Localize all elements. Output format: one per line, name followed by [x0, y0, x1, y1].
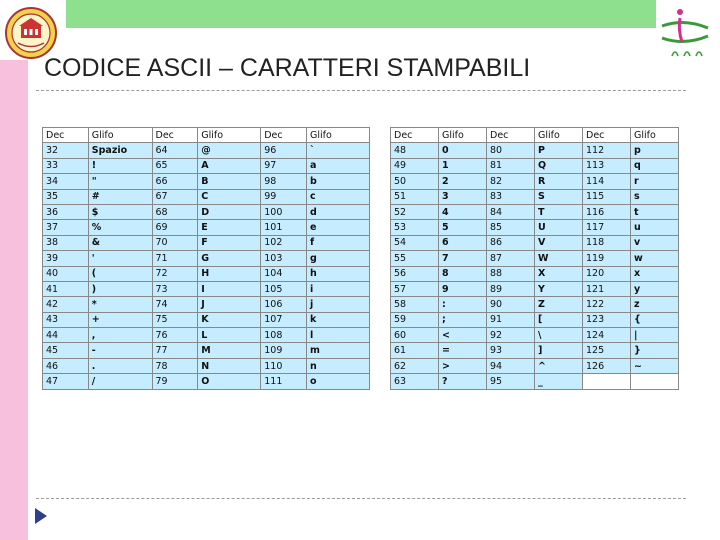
decimal-cell: 78 [152, 358, 198, 373]
decimal-cell: 114 [583, 174, 631, 189]
decimal-cell: 58 [391, 297, 439, 312]
footer-divider [36, 498, 686, 499]
glyph-cell: r [631, 174, 679, 189]
table-row [391, 358, 679, 373]
glyph-cell: ? [439, 374, 487, 389]
glyph-cell: O [198, 374, 261, 389]
table-row [43, 343, 370, 358]
glyph-cell: R [535, 174, 583, 189]
decimal-cell: 44 [43, 328, 89, 343]
decimal-cell [583, 374, 631, 389]
decimal-cell: 115 [583, 189, 631, 204]
glyph-cell: 6 [439, 235, 487, 250]
glyph-cell: B [198, 174, 261, 189]
table-row [43, 174, 370, 189]
glyph-cell: k [307, 312, 370, 327]
table-row [43, 220, 370, 235]
glyph-cell: M [198, 343, 261, 358]
glyph-cell: < [439, 328, 487, 343]
triangle-bullet-icon [34, 507, 48, 525]
decimal-cell: 85 [487, 220, 535, 235]
decimal-cell: 117 [583, 220, 631, 235]
glyph-cell: 9 [439, 281, 487, 296]
table-row [391, 220, 679, 235]
decimal-cell: 98 [261, 174, 307, 189]
decimal-cell: 88 [487, 266, 535, 281]
glyph-cell: | [631, 328, 679, 343]
glyph-cell: u [631, 220, 679, 235]
column-header: Glifo [88, 128, 152, 143]
table-row [391, 189, 679, 204]
table-row [391, 143, 679, 158]
decimal-cell: 42 [43, 297, 89, 312]
decimal-cell: 50 [391, 174, 439, 189]
table-row [43, 204, 370, 219]
glyph-cell: ' [88, 251, 152, 266]
glyph-cell: ] [535, 343, 583, 358]
table-row [391, 374, 679, 389]
glyph-cell: c [307, 189, 370, 204]
glyph-cell: { [631, 312, 679, 327]
decimal-cell: 64 [152, 143, 198, 158]
decimal-cell: 32 [43, 143, 89, 158]
glyph-cell: Spazio [88, 143, 152, 158]
glyph-cell: o [307, 374, 370, 389]
decimal-cell: 106 [261, 297, 307, 312]
glyph-cell: 4 [439, 204, 487, 219]
decimal-cell: 56 [391, 266, 439, 281]
column-header: Dec [261, 128, 307, 143]
decimal-cell: 37 [43, 220, 89, 235]
glyph-cell: 8 [439, 266, 487, 281]
glyph-cell: W [535, 251, 583, 266]
decimal-cell: 39 [43, 251, 89, 266]
glyph-cell: e [307, 220, 370, 235]
glyph-cell: / [88, 374, 152, 389]
glyph-cell: : [439, 297, 487, 312]
glyph-cell: x [631, 266, 679, 281]
decimal-cell: 99 [261, 189, 307, 204]
glyph-cell: G [198, 251, 261, 266]
decimal-cell: 97 [261, 158, 307, 173]
glyph-cell: j [307, 297, 370, 312]
ascii-table-right [390, 127, 679, 390]
table-header-row [43, 128, 370, 143]
glyph-cell: . [88, 358, 152, 373]
glyph-cell: 2 [439, 174, 487, 189]
column-header: Glifo [439, 128, 487, 143]
decimal-cell: 33 [43, 158, 89, 173]
table-row [43, 266, 370, 281]
decimal-cell: 73 [152, 281, 198, 296]
column-header: Glifo [198, 128, 261, 143]
table-row [43, 143, 370, 158]
glyph-cell: b [307, 174, 370, 189]
decimal-cell: 122 [583, 297, 631, 312]
decimal-cell: 46 [43, 358, 89, 373]
glyph-cell: v [631, 235, 679, 250]
glyph-cell: I [198, 281, 261, 296]
table-row [391, 235, 679, 250]
header-accent-bar [66, 0, 656, 28]
decimal-cell: 43 [43, 312, 89, 327]
glyph-cell: P [535, 143, 583, 158]
glyph-cell: p [631, 143, 679, 158]
decimal-cell: 63 [391, 374, 439, 389]
glyph-cell: K [198, 312, 261, 327]
decimal-cell: 70 [152, 235, 198, 250]
glyph-cell: + [88, 312, 152, 327]
glyph-cell: @ [198, 143, 261, 158]
decimal-cell: 77 [152, 343, 198, 358]
decimal-cell: 80 [487, 143, 535, 158]
column-header: Glifo [535, 128, 583, 143]
table-row [43, 297, 370, 312]
glyph-cell: 7 [439, 251, 487, 266]
glyph-cell: , [88, 328, 152, 343]
table-row [391, 312, 679, 327]
glyph-cell: n [307, 358, 370, 373]
decimal-cell: 95 [487, 374, 535, 389]
glyph-cell: % [88, 220, 152, 235]
decimal-cell: 48 [391, 143, 439, 158]
glyph-cell: & [88, 235, 152, 250]
column-header: Glifo [631, 128, 679, 143]
glyph-cell: m [307, 343, 370, 358]
decimal-cell: 112 [583, 143, 631, 158]
glyph-cell: ^ [535, 358, 583, 373]
glyph-cell: C [198, 189, 261, 204]
glyph-cell: ; [439, 312, 487, 327]
glyph-cell: " [88, 174, 152, 189]
decimal-cell: 120 [583, 266, 631, 281]
decimal-cell: 67 [152, 189, 198, 204]
glyph-cell: E [198, 220, 261, 235]
decimal-cell: 90 [487, 297, 535, 312]
decimal-cell: 59 [391, 312, 439, 327]
decimal-cell: 89 [487, 281, 535, 296]
decimal-cell: 49 [391, 158, 439, 173]
glyph-cell: y [631, 281, 679, 296]
decimal-cell: 113 [583, 158, 631, 173]
glyph-cell: ` [307, 143, 370, 158]
table-row [43, 312, 370, 327]
decimal-cell: 54 [391, 235, 439, 250]
table-row [43, 235, 370, 250]
decimal-cell: 96 [261, 143, 307, 158]
decimal-cell: 72 [152, 266, 198, 281]
glyph-cell: 1 [439, 158, 487, 173]
decimal-cell: 119 [583, 251, 631, 266]
glyph-cell: g [307, 251, 370, 266]
left-accent-band [0, 60, 28, 540]
decimal-cell: 65 [152, 158, 198, 173]
decimal-cell: 105 [261, 281, 307, 296]
glyph-cell: H [198, 266, 261, 281]
decimal-cell: 75 [152, 312, 198, 327]
title-divider [36, 90, 686, 91]
table-row [43, 158, 370, 173]
glyph-cell: t [631, 204, 679, 219]
glyph-cell: ) [88, 281, 152, 296]
decimal-cell: 81 [487, 158, 535, 173]
glyph-cell: U [535, 220, 583, 235]
glyph-cell: z [631, 297, 679, 312]
decimal-cell: 125 [583, 343, 631, 358]
glyph-cell: T [535, 204, 583, 219]
decimal-cell: 69 [152, 220, 198, 235]
table-row [391, 297, 679, 312]
decimal-cell: 79 [152, 374, 198, 389]
glyph-cell: V [535, 235, 583, 250]
page-title: CODICE ASCII – CARATTERI STAMPABILI [44, 54, 531, 82]
table-row [391, 343, 679, 358]
glyph-cell: [ [535, 312, 583, 327]
decimal-cell: 123 [583, 312, 631, 327]
decimal-cell: 83 [487, 189, 535, 204]
decimal-cell: 126 [583, 358, 631, 373]
glyph-cell: f [307, 235, 370, 250]
table-row [391, 251, 679, 266]
decimal-cell: 111 [261, 374, 307, 389]
decimal-cell: 45 [43, 343, 89, 358]
column-header: Dec [152, 128, 198, 143]
decimal-cell: 87 [487, 251, 535, 266]
decimal-cell: 94 [487, 358, 535, 373]
decimal-cell: 34 [43, 174, 89, 189]
column-header: Dec [487, 128, 535, 143]
table-row [391, 266, 679, 281]
decimal-cell: 47 [43, 374, 89, 389]
glyph-cell: Z [535, 297, 583, 312]
decimal-cell: 103 [261, 251, 307, 266]
column-header: Glifo [307, 128, 370, 143]
decimal-cell: 74 [152, 297, 198, 312]
glyph-cell: d [307, 204, 370, 219]
glyph-cell: \ [535, 328, 583, 343]
glyph-cell: } [631, 343, 679, 358]
column-header: Dec [43, 128, 89, 143]
glyph-cell: = [439, 343, 487, 358]
glyph-cell: l [307, 328, 370, 343]
glyph-cell: Q [535, 158, 583, 173]
glyph-cell: s [631, 189, 679, 204]
table-row [43, 374, 370, 389]
decimal-cell: 53 [391, 220, 439, 235]
decimal-cell: 116 [583, 204, 631, 219]
table-row [43, 189, 370, 204]
glyph-cell: h [307, 266, 370, 281]
decimal-cell: 108 [261, 328, 307, 343]
decimal-cell: 124 [583, 328, 631, 343]
glyph-cell: ~ [631, 358, 679, 373]
decimal-cell: 40 [43, 266, 89, 281]
decimal-cell: 110 [261, 358, 307, 373]
decimal-cell: 121 [583, 281, 631, 296]
decimal-cell: 91 [487, 312, 535, 327]
table-row [43, 251, 370, 266]
decimal-cell: 93 [487, 343, 535, 358]
university-seal-icon [4, 6, 58, 60]
decimal-cell: 68 [152, 204, 198, 219]
decimal-cell: 92 [487, 328, 535, 343]
glyph-cell: > [439, 358, 487, 373]
table-row [391, 281, 679, 296]
decimal-cell: 52 [391, 204, 439, 219]
glyph-cell: 0 [439, 143, 487, 158]
table-row [391, 328, 679, 343]
decimal-cell: 102 [261, 235, 307, 250]
glyph-cell: 3 [439, 189, 487, 204]
column-header: Dec [391, 128, 439, 143]
decimal-cell: 71 [152, 251, 198, 266]
decimal-cell: 76 [152, 328, 198, 343]
decimal-cell: 104 [261, 266, 307, 281]
decimal-cell: 118 [583, 235, 631, 250]
decimal-cell: 38 [43, 235, 89, 250]
glyph-cell: 5 [439, 220, 487, 235]
decimal-cell: 101 [261, 220, 307, 235]
decimal-cell: 35 [43, 189, 89, 204]
glyph-cell: $ [88, 204, 152, 219]
decimal-cell: 100 [261, 204, 307, 219]
decorative-logo-icon [654, 4, 716, 62]
table-row [43, 281, 370, 296]
table-row [43, 328, 370, 343]
glyph-cell: F [198, 235, 261, 250]
table-header-row [391, 128, 679, 143]
decimal-cell: 51 [391, 189, 439, 204]
glyph-cell: # [88, 189, 152, 204]
decimal-cell: 55 [391, 251, 439, 266]
decimal-cell: 61 [391, 343, 439, 358]
glyph-cell: _ [535, 374, 583, 389]
decimal-cell: 60 [391, 328, 439, 343]
decimal-cell: 41 [43, 281, 89, 296]
table-row [43, 358, 370, 373]
glyph-cell: ( [88, 266, 152, 281]
ascii-table-left [42, 127, 370, 390]
glyph-cell: - [88, 343, 152, 358]
glyph-cell: N [198, 358, 261, 373]
decimal-cell: 57 [391, 281, 439, 296]
glyph-cell: w [631, 251, 679, 266]
table-row [391, 204, 679, 219]
decimal-cell: 86 [487, 235, 535, 250]
decimal-cell: 36 [43, 204, 89, 219]
glyph-cell [631, 374, 679, 389]
glyph-cell: Y [535, 281, 583, 296]
glyph-cell: ! [88, 158, 152, 173]
glyph-cell: * [88, 297, 152, 312]
glyph-cell: D [198, 204, 261, 219]
glyph-cell: J [198, 297, 261, 312]
glyph-cell: L [198, 328, 261, 343]
glyph-cell: S [535, 189, 583, 204]
decimal-cell: 62 [391, 358, 439, 373]
glyph-cell: i [307, 281, 370, 296]
glyph-cell: A [198, 158, 261, 173]
decimal-cell: 84 [487, 204, 535, 219]
table-row [391, 174, 679, 189]
decimal-cell: 107 [261, 312, 307, 327]
decimal-cell: 109 [261, 343, 307, 358]
glyph-cell: X [535, 266, 583, 281]
glyph-cell: q [631, 158, 679, 173]
table-row [391, 158, 679, 173]
column-header: Dec [583, 128, 631, 143]
glyph-cell: a [307, 158, 370, 173]
decimal-cell: 82 [487, 174, 535, 189]
decimal-cell: 66 [152, 174, 198, 189]
